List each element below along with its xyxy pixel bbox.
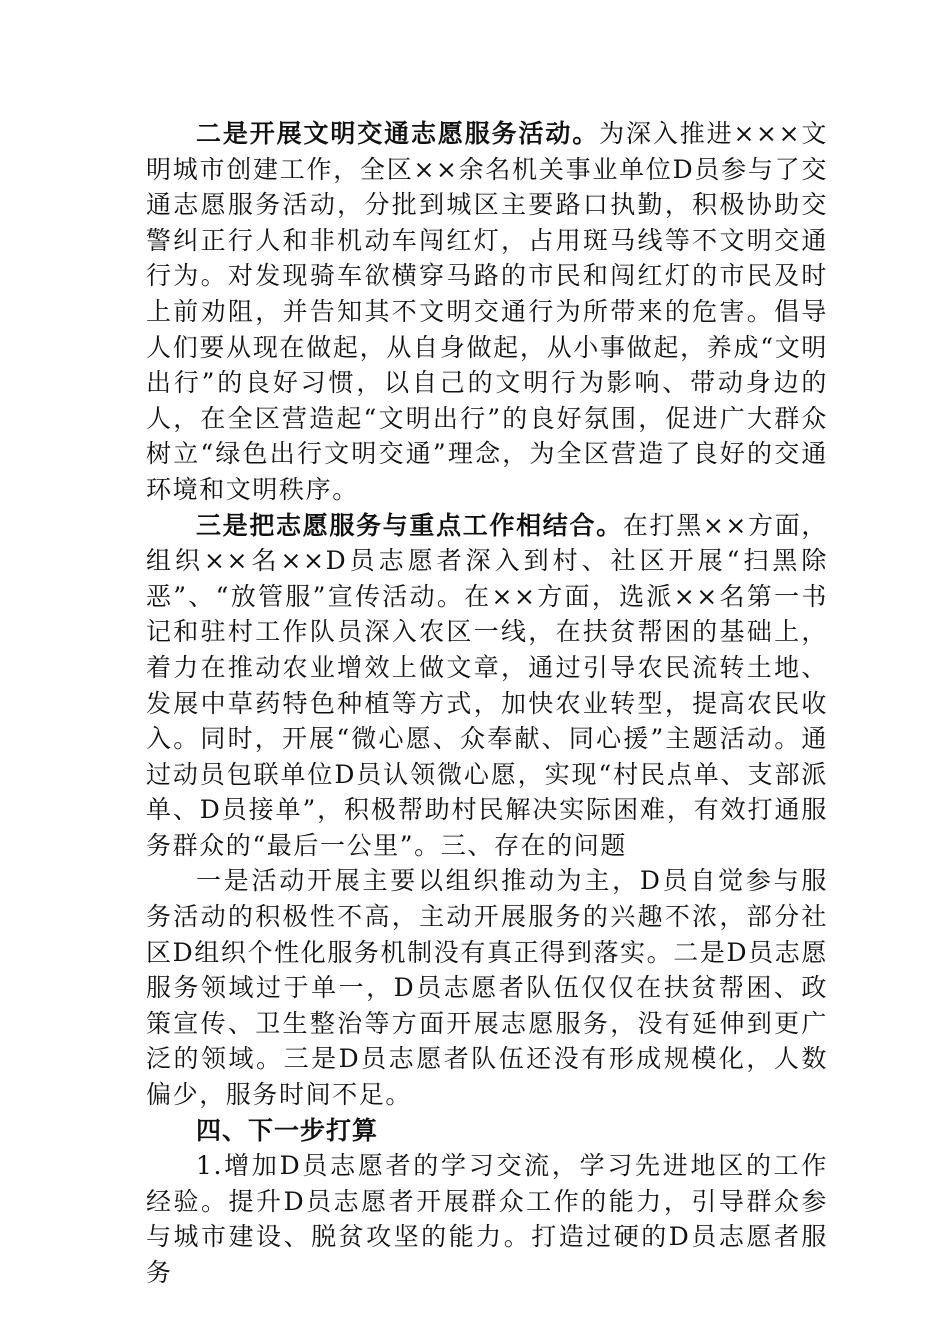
paragraph-traffic-volunteer [146,116,828,508]
section-heading-next-steps: 四、下一步打算 [196,1115,379,1145]
document-page [146,116,828,1291]
paragraph-lead: 三是把志愿服务与重点工作相结合。 [196,510,623,540]
paragraph-body: 在打黑××方面，组织××名××D员志愿者深入到村、社区开展“扫黑除恶”、“放管服”宣传活动。在××方面，选派××名第一书记和驻村工作队员深入农区一线，在扶贫帮困的基础上，着力在推动农业增效上做文章，通过引导农民流转土地、发展中草药特色种植等方式，加快农业转型，提高农民收入。同时，开展“微心愿、众奉献、同心援”主题活动。通过动员包联单位D员认领微心愿，实现“村民点单、支部派单、D员接单”，积极帮助村民解决实际困难，有效打通服务群众的“最后一公里”。三、存在的问题 [146,510,828,860]
paragraph-lead: 二是开展文明交通志愿服务活动。 [196,119,600,148]
paragraph-plan-1: 1.增加D员志愿者的学习交流，学习先进地区的工作经验。提升D员志愿者开展群众工作的能力，引导群众参与城市建设、脱贫攻坚的能力。打造过硬的D员志愿者服务 [146,1151,828,1287]
paragraph-key-work [146,508,828,864]
paragraph-body: 为深入推进×××文明城市创建工作，全区××余名机关事业单位D员参与了交通志愿服务活动，分批到城区主要路口执勤，积极协助交警纠正行人和非机动车闯红灯，占用斑马线等不文明交通行为。对发现骑车欲横穿马路的市民和闯红灯的市民及时上前劝阻，并告知其不文明交通行为所带来的危害。倡导人们要从现在做起，从自身做起，从小事做起，养成“文明出行”的良好习惯，以自己的文明行为影响、带动身边的人，在全区营造起“文明出行”的良好氛围，促进广大群众树立“绿色出行文明交通”理念，为全区营造了良好的交通环境和文明秩序。 [146,119,828,504]
paragraph-problems: 一是活动开展主要以组织推动为主，D员自觉参与服务活动的积极性不高，主动开展服务的兴趣不浓，部分社区D组织个性化服务机制没有真正得到落实。二是D员志愿服务领域过于单一，D员志愿者队伍仅仅在扶贫帮困、政策宣传、卫生整治等方面开展志愿服务，没有延伸到更广泛的领域。三是D员志愿者队伍还没有形成规模化，人数偏少，服务时间不足。 [146,866,828,1110]
